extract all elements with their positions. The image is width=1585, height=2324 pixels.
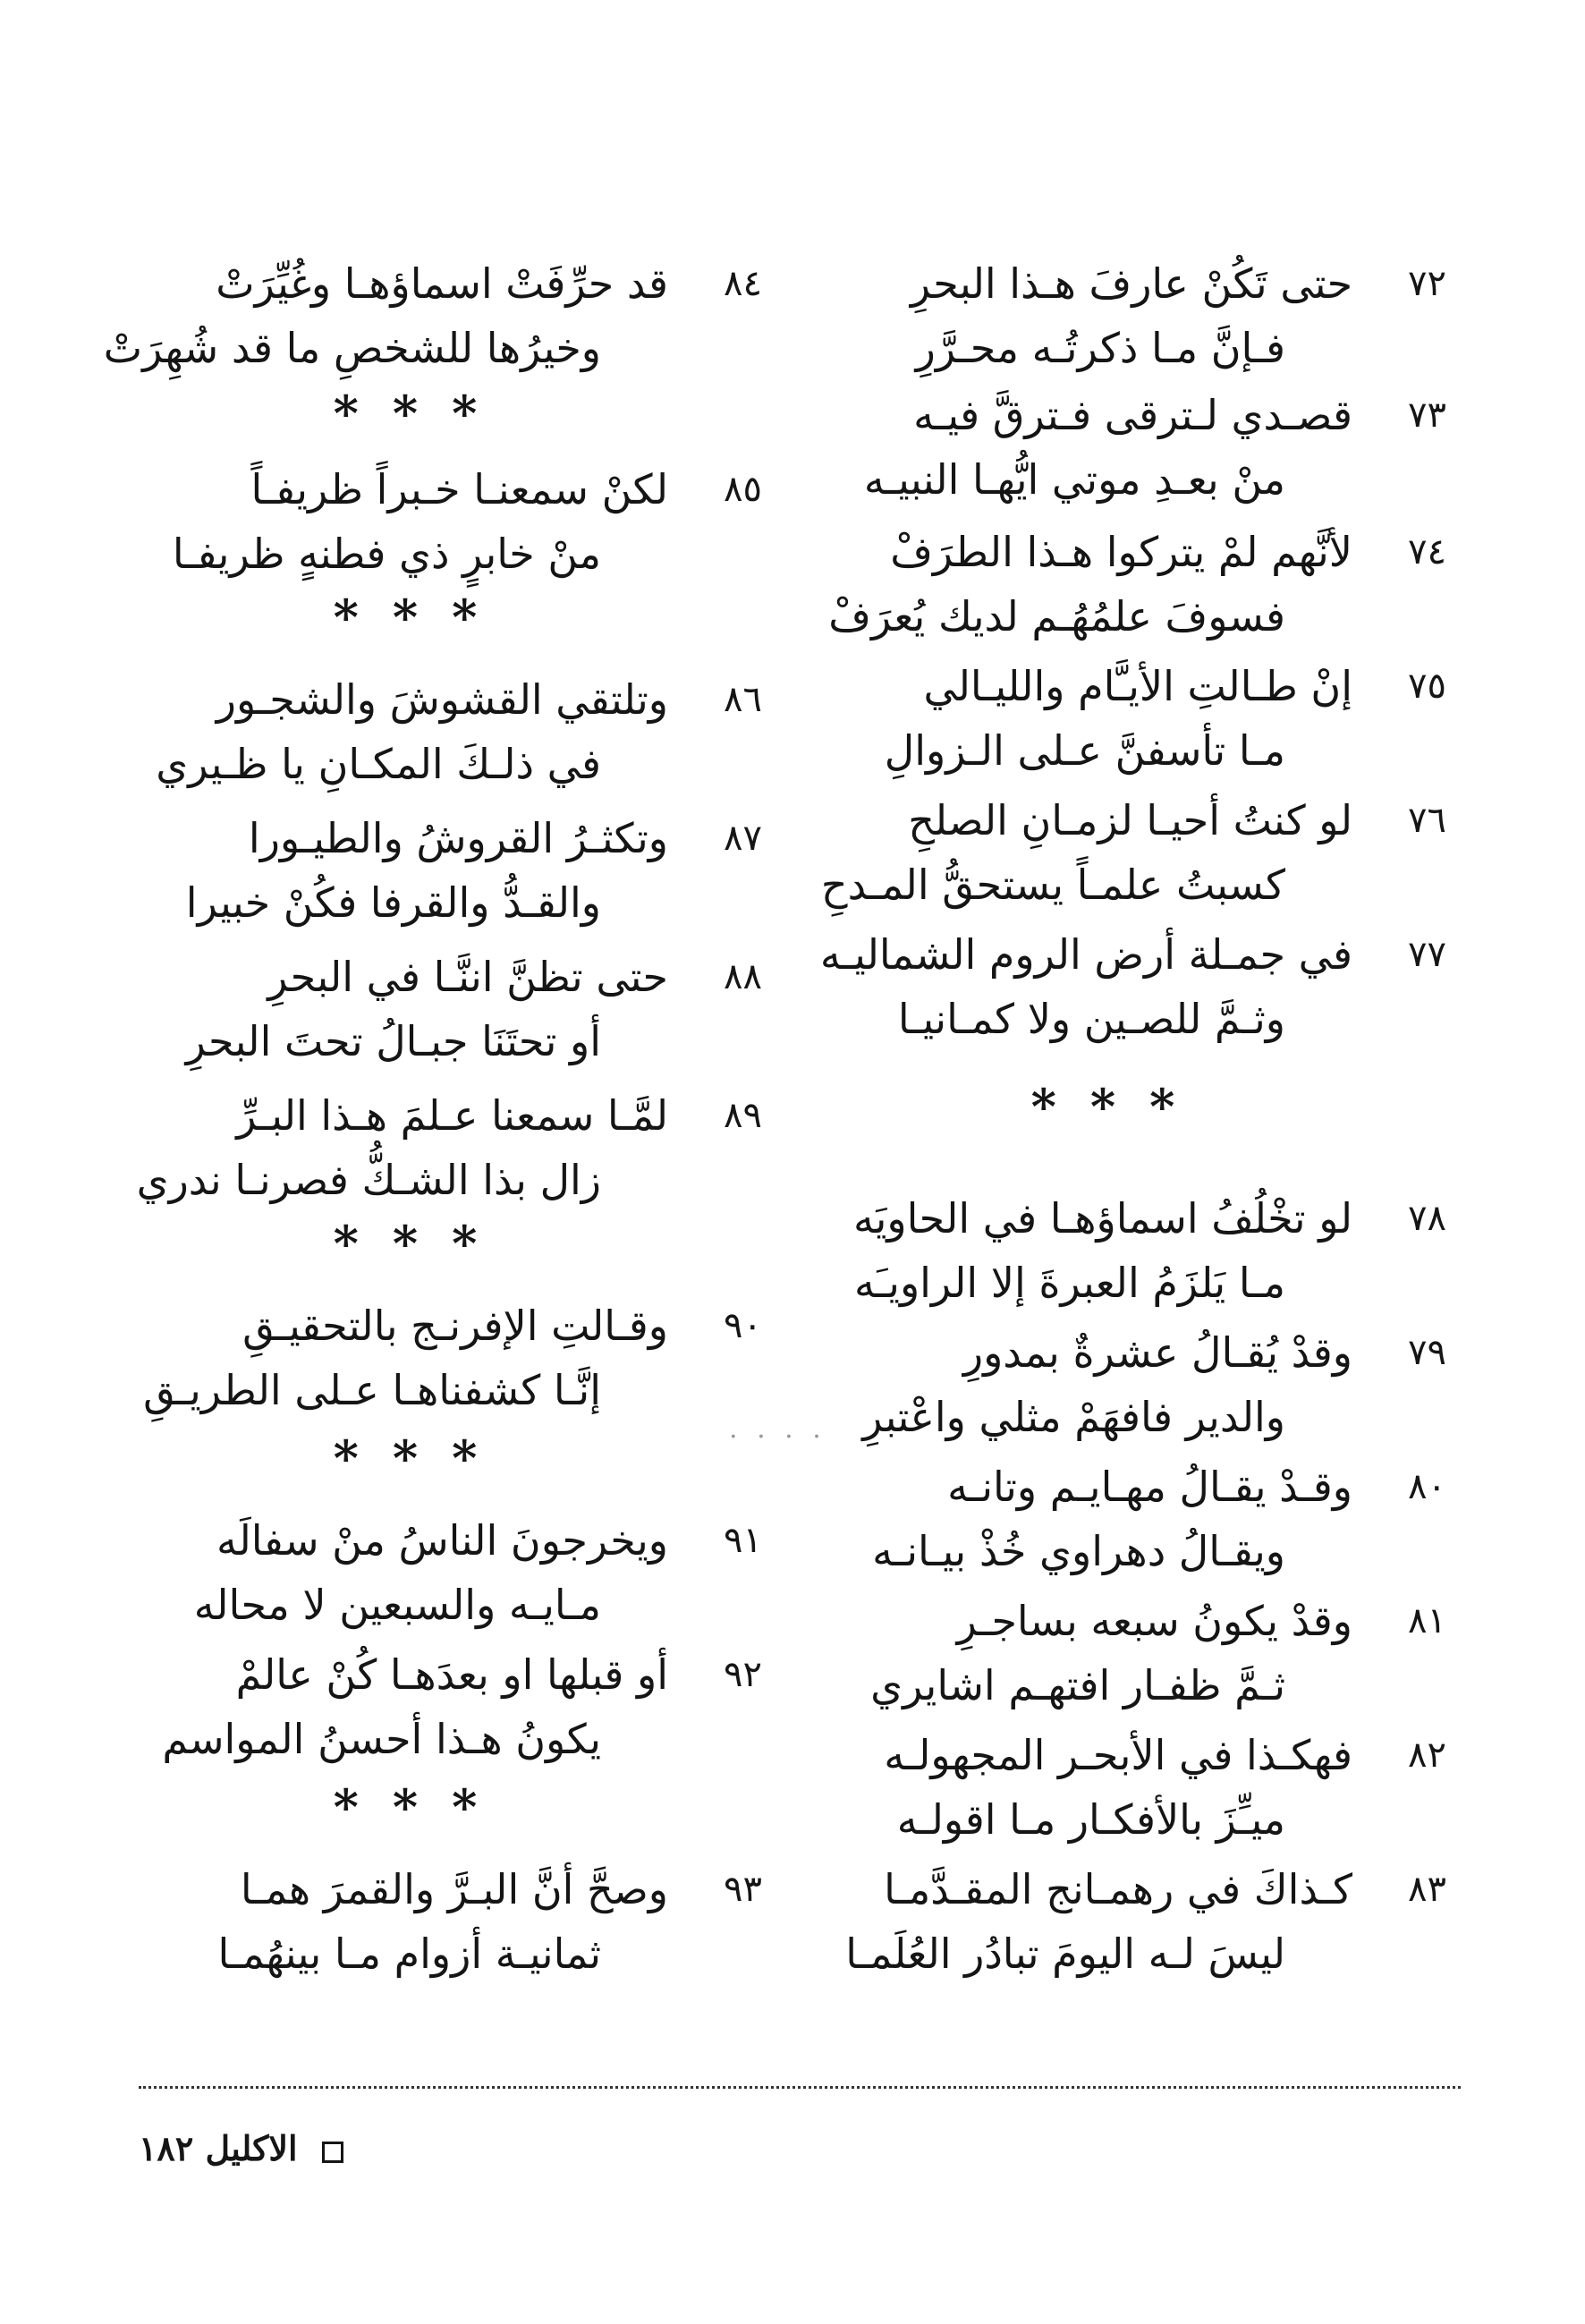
verse-number: ٨١: [1408, 1600, 1446, 1641]
verse-77: [767, 926, 1446, 1060]
verse-86: [82, 671, 762, 805]
first-hemistich: وقدْ يكونُ سبعه بساجـرِ: [956, 1597, 1352, 1645]
second-hemistich: وخيرُها للشخصِ ما قد شُهِرَتْ: [103, 324, 601, 372]
verse-number: ٧٩: [1408, 1332, 1446, 1373]
first-hemistich: وتكثـرُ القروشُ والطيـورا: [248, 814, 668, 862]
second-hemistich: ويقـالُ دهراوي خُذْ بيـانـه: [872, 1527, 1285, 1575]
second-hemistich: ثمانيـة أزوام مـا بينهُمـا: [217, 1930, 601, 1978]
verse-85: [82, 461, 762, 595]
first-hemistich: فهكـذا في الأبحـر المجهولـه: [884, 1731, 1352, 1779]
verse-82: [767, 1726, 1446, 1861]
first-hemistich: وقـدْ يقـالُ مهـايـم وتانـه: [947, 1463, 1352, 1511]
second-hemistich: أو تحتَنَا جبـالُ تحتَ البحرِ: [185, 1017, 601, 1065]
second-hemistich: مـا يَلزَمُ العبرةَ إلا الراويـَه: [854, 1259, 1285, 1307]
section-divider-stars: ***: [333, 1215, 512, 1272]
verse-88: [82, 948, 762, 1082]
first-hemistich: قد حرِّفَتْ اسماؤهـا وغُيِّرَتْ: [216, 259, 668, 308]
second-hemistich: مـايـه والسبعين لا محاله: [193, 1581, 601, 1629]
footer-dotted-rule: [139, 2086, 1461, 2089]
verse-number: ٩٣: [724, 1869, 762, 1910]
verse-number: ٨٢: [1408, 1735, 1446, 1776]
second-hemistich: كسبتُ علمـاً يستحقُّ المـدحِ: [820, 861, 1285, 909]
verse-87: [82, 810, 762, 944]
verse-number: ٨٧: [724, 818, 762, 859]
second-hemistich: ثـمَّ ظفـار افتهـم اشايري: [870, 1661, 1285, 1709]
first-hemistich: في جمـلة أرض الروم الشماليـه: [819, 930, 1352, 979]
verse-81: [767, 1592, 1446, 1726]
section-divider-stars: ***: [333, 1429, 512, 1487]
scan-artifact-dots: . . . .: [729, 1413, 826, 1445]
second-hemistich: والقـدُّ والقرفا فكُنْ خبيرا: [185, 878, 601, 927]
verse-number: ٨٦: [724, 679, 762, 720]
verse-83: [767, 1861, 1446, 1995]
second-hemistich: وثـمَّ للصـين ولا كمـانيـا: [897, 995, 1285, 1043]
verse-number: ٧٨: [1408, 1198, 1446, 1239]
square-icon: [322, 2142, 343, 2163]
first-hemistich: ويخرجونَ الناسُ منْ سفالَه: [216, 1516, 668, 1565]
second-hemistich: يكونُ هـذا أحسنُ المواسم: [162, 1715, 601, 1763]
verse-89: [82, 1087, 762, 1221]
second-hemistich: مـا تأسفنَّ عـلى الـزوالِ: [884, 726, 1285, 775]
verse-number: ٩٢: [724, 1654, 762, 1695]
verse-92: [82, 1646, 762, 1780]
first-hemistich: أو قبلها او بعدَهـا كُنْ عالمْ: [235, 1650, 668, 1699]
section-divider-stars: ***: [333, 385, 512, 442]
page-footer: [139, 2127, 343, 2170]
second-hemistich: إنَّـا كشفناهـا عـلى الطريـقِ: [143, 1366, 601, 1414]
verse-number: ٩١: [724, 1520, 762, 1561]
second-hemistich: ليسَ لـه اليومَ تبادُر العُلَمـا: [845, 1930, 1285, 1978]
verse-76: [767, 792, 1446, 926]
first-hemistich: وتلتقي القشوشَ والشجـور: [216, 675, 668, 724]
verse-73: [767, 386, 1446, 521]
first-hemistich: كـذاكَ في رهمـانج المقـدَّمـا: [884, 1865, 1352, 1913]
first-hemistich: حتى تَكُنْ عارفَ هـذا البحرِ: [910, 259, 1352, 308]
verse-number: ٨٤: [724, 263, 762, 304]
section-divider-stars: ***: [333, 589, 512, 646]
verse-75: [767, 657, 1446, 792]
second-hemistich: منْ خابرٍ ذي فطنهٍ ظريفـا: [172, 530, 601, 578]
first-hemistich: لو كنتُ أحيـا لزمـانِ الصلحِ: [908, 796, 1352, 844]
verse-number: ٩٠: [724, 1305, 762, 1346]
verse-84: [82, 255, 762, 389]
second-hemistich: زال بذا الشـكُّ فصرنـا ندري: [136, 1156, 601, 1204]
first-hemistich: حتى تظنَّ اننَّـا في البحرِ: [267, 953, 668, 1001]
second-hemistich: فـإنَّ مـا ذكرتُـه محـرَّرِ: [915, 324, 1285, 372]
first-hemistich: لأنَّهم لمْ يتركوا هـذا الطرَفْ: [890, 528, 1352, 576]
page-number: ١٨٢: [139, 2128, 194, 2168]
verse-number: ٧٤: [1408, 531, 1446, 573]
verse-number: ٧٧: [1408, 934, 1446, 975]
verse-number: ٨٣: [1408, 1869, 1446, 1910]
first-hemistich: لكنْ سمعنـا خـبراً ظريفـاً: [250, 465, 668, 513]
verse-number: ٧٦: [1408, 800, 1446, 841]
second-hemistich: في ذلـكَ المكـانِ يا ظـيري: [156, 740, 601, 788]
verse-79: [767, 1324, 1446, 1458]
verse-number: ٧٥: [1408, 666, 1446, 707]
verse-90: [82, 1297, 762, 1431]
first-hemistich: لو تخْلُفُ اسماؤهـا في الحاويَه: [852, 1194, 1352, 1243]
verse-number: ٧٣: [1408, 394, 1446, 436]
verse-number: ٨٨: [724, 956, 762, 997]
verse-72: [767, 255, 1446, 389]
first-hemistich: لمَّـا سمعنا عـلمَ هـذا البـرِّ: [236, 1091, 668, 1140]
first-hemistich: وقدْ يُقـالُ عشرةٌ بمدورِ: [962, 1328, 1352, 1377]
section-divider-stars: ***: [1030, 1078, 1209, 1135]
book-title: الاكليل: [205, 2128, 298, 2168]
verse-number: ٨٥: [724, 469, 762, 510]
verse-number: ٨٩: [724, 1095, 762, 1136]
second-hemistich: فسوفَ علمُهُـم لديك يُعرَفْ: [828, 592, 1285, 640]
first-hemistich: إنْ طـالتِ الأيـَّام والليـالي: [923, 662, 1352, 710]
verse-80: [767, 1458, 1446, 1592]
verse-74: [767, 523, 1446, 657]
verse-number: ٧٢: [1408, 263, 1446, 304]
first-hemistich: قصـدي لـترقى فـترقَّ فيـه: [913, 391, 1352, 439]
section-divider-stars: ***: [333, 1778, 512, 1836]
verse-number: ٨٠: [1408, 1466, 1446, 1507]
second-hemistich: منْ بعـدِ موتي ايُّهـا النبيـه: [863, 455, 1285, 504]
second-hemistich: والدير فافهَمْ مثلي واعْتبرِ: [862, 1393, 1285, 1441]
first-hemistich: وقـالتِ الإفرنـج بالتحقيـقِ: [242, 1302, 668, 1350]
verse-93: [82, 1861, 762, 1995]
verse-91: [82, 1512, 762, 1646]
verse-78: [767, 1190, 1446, 1324]
first-hemistich: وصحَّ أنَّ البـرَّ والقمرَ همـا: [240, 1865, 668, 1913]
second-hemistich: ميـِّزَ بالأفكـار مـا اقولـه: [896, 1795, 1285, 1844]
